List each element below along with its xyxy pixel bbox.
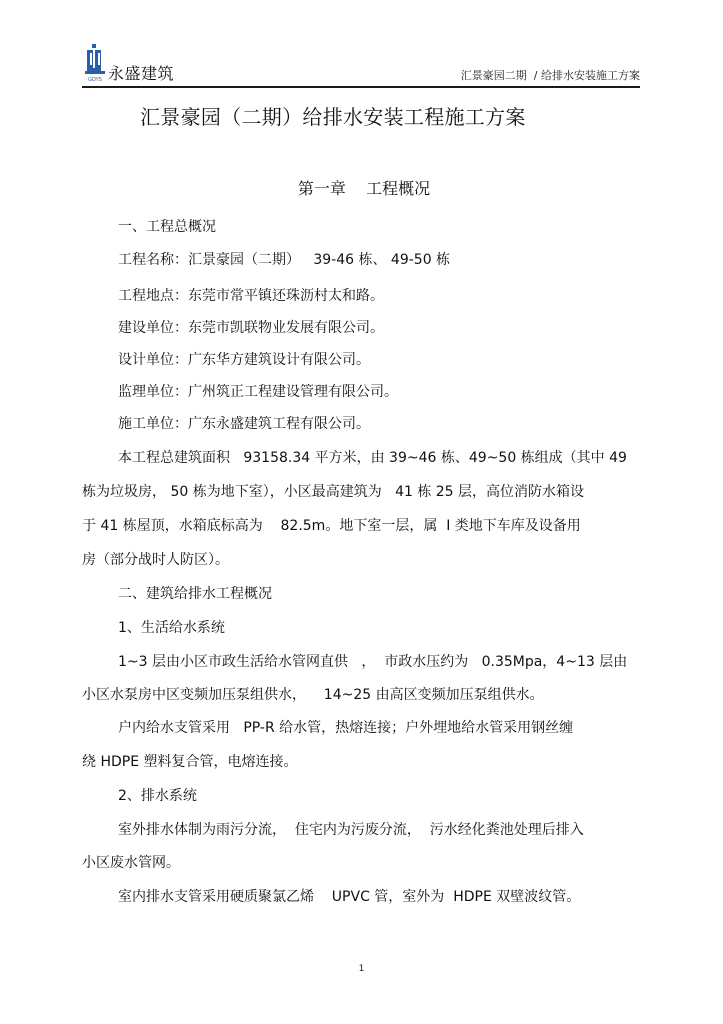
section-heading: 一、工程总概况 [118,219,216,235]
info-row-location [118,286,384,306]
info-value: 广东华方建筑设计有限公司。 [188,352,370,368]
info-label: 施工单位： [118,416,188,432]
info-label: 工程地点： [118,288,188,304]
info-value: 广东永盛建筑工程有限公司。 [188,416,370,432]
paragraph-line: 1~3 层由小区市政生活给水管网直供 ， 市政水压约为 0.35Mpa，4~13 层由 [118,654,628,670]
paragraph-line: 本工程总建筑面积 93158.34 平方米，由 39~46 栋、49~50 栋组成（其中 49 [118,450,627,466]
info-label: 建设单位： [118,320,188,336]
info-value: 广州筑正工程建设管理有限公司。 [188,384,398,400]
paragraph-line: 小区水泵房中区变频加压泵组供水， 14~25 由高区变频加压泵组供水。 [82,687,544,703]
info-row-developer [118,318,384,338]
section-heading: 二、建筑给排水工程概况 [118,586,272,602]
chapter-heading: 第一章 工程概况 [297,179,431,198]
header-divider [82,86,640,88]
subsection-heading: 1、生活给水系统 [118,620,225,636]
info-value: 东莞市凯联物业发展有限公司。 [188,320,384,336]
page-number: 1 [358,964,365,974]
paragraph-line: 户内给水支管采用 PP-R 给水管，热熔连接；户外埋地给水管采用钢丝缠 [118,720,574,736]
document-title: 汇景豪园（二期）给排水安装工程施工方案 [140,105,526,129]
info-label: 监理单位： [118,384,188,400]
paragraph-line: 小区废水管网。 [82,855,180,871]
paragraph-line: 绕 HDPE 塑料复合管，电熔连接。 [82,754,298,770]
paragraph-line: 房（部分战时人防区）。 [82,552,229,568]
info-label: 工程名称： [118,252,188,268]
info-row-supervisor [118,382,398,402]
paragraph-line: 室内排水支管采用硬质聚氯乙烯 UPVC 管，室外为 HDPE 双壁波纹管。 [118,889,581,905]
svg-text:GDYS: GDYS [88,77,102,83]
paragraph-line: 室外排水体制为雨污分流， 住宅内为污废分流， 污水经化粪池处理后排入 [118,822,584,838]
company-logo-icon [84,42,106,84]
info-value: 汇景豪园（二期） 39-46 栋、 49-50 栋 [188,252,451,268]
brand-name: 永盛建筑 [108,64,175,83]
paragraph-line: 于 41 栋屋顶，水箱底标高为 82.5m。地下室一层，属 Ⅰ 类地下车库及设备用 [82,518,581,534]
info-value: 东莞市常平镇还珠沥村太和路。 [188,288,384,304]
page-header [82,40,640,88]
info-label: 设计单位： [118,352,188,368]
paragraph-line: 栋为垃圾房， 50 栋为地下室），小区最高建筑为 41 栋 25 层，高位消防水箱设 [82,484,585,500]
info-row-contractor [118,414,370,434]
info-row-designer [118,350,370,370]
header-document-title: 汇景豪园二期 / 给排水安装施工方案 [460,69,640,82]
info-row-project-name [118,250,450,270]
subsection-heading: 2、排水系统 [118,788,197,804]
